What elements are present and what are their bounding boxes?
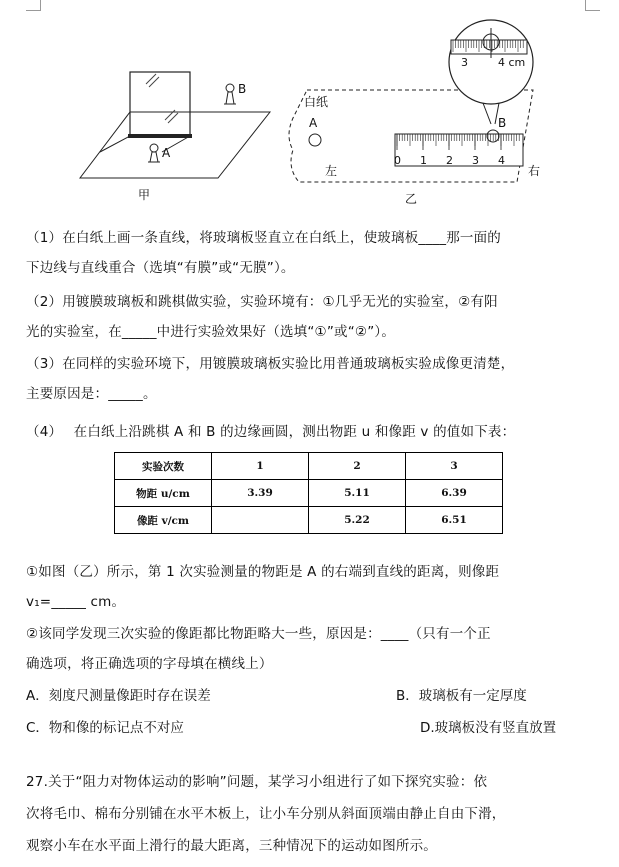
table-header-cell: 实验次数 xyxy=(115,453,212,480)
question-2-line-2: 光的实验室，在_____中进行实验效果好（选填“①”或“②”）。 xyxy=(26,324,396,340)
experiment-table xyxy=(114,452,503,534)
figure-yi-label-a: A xyxy=(309,116,318,130)
ruler-tick-label: 4 xyxy=(498,154,505,167)
question-27-line-3: 观察小车在水平面上滑行的最大距离，三种情况下的运动如图所示。 xyxy=(26,838,437,854)
table-header-cell: 2 xyxy=(309,453,406,480)
table-cell: 3.39 xyxy=(212,480,309,507)
figure-yi-label-left: 左 xyxy=(325,164,338,178)
sub-question-2-line-2: 确选项，将正确选项的字母填在横线上） xyxy=(26,656,273,672)
question-3-line-2: 主要原因是：_____。 xyxy=(26,386,157,402)
piece-a-circle xyxy=(309,134,321,146)
table-cell xyxy=(212,507,309,534)
question-3-line-1: （3）在同样的实验环境下，用镀膜玻璃板实验比用普通玻璃板实验成像更清楚， xyxy=(26,356,515,372)
figure-yi-label-paper: 白纸 xyxy=(304,95,329,109)
option-d: D.玻璃板没有竖直放置 xyxy=(420,720,557,736)
table-cell: 像距 v/cm xyxy=(115,507,212,534)
chess-piece-a xyxy=(148,144,160,162)
zoom-tick-4: 4 cm xyxy=(498,56,526,69)
table-cell: 5.11 xyxy=(309,480,406,507)
option-b: B．玻璃板有一定厚度 xyxy=(396,688,527,704)
table-cell: 6.39 xyxy=(406,480,503,507)
figure-jia xyxy=(70,60,280,205)
ruler-tick-label: 0 xyxy=(394,154,401,167)
figure-yi-label-b: B xyxy=(498,116,507,130)
figure-jia-caption: 甲 xyxy=(138,188,151,202)
table-header-row xyxy=(115,453,503,480)
ruler-tick-label: 3 xyxy=(472,154,479,167)
table-cell: 6.51 xyxy=(406,507,503,534)
table-cell: 5.22 xyxy=(309,507,406,534)
figure-jia-label-a: A xyxy=(162,146,171,160)
glass-plate xyxy=(130,72,190,136)
question-2-line-1: （2）用镀膜玻璃板和跳棋做实验，实验环境有：①几乎无光的实验室，②有阳 xyxy=(26,294,498,310)
question-4-intro: （4） 在白纸上沿跳棋 A 和 B 的边缘画圆，测出物距 u 和像距 v 的值如下表： xyxy=(26,424,516,440)
table-header-cell: 1 xyxy=(212,453,309,480)
zoom-tick-3: 3 xyxy=(461,56,468,69)
corner-mark-right xyxy=(585,0,600,11)
question-27-line-1: 27.关于“阻力对物体运动的影响”问题，某学习小组进行了如下探究实验：依 xyxy=(26,774,488,790)
corner-mark-left xyxy=(26,0,41,11)
table-header-cell: 3 xyxy=(406,453,503,480)
figure-yi-caption: 乙 xyxy=(405,192,418,206)
ruler-tick-label: 2 xyxy=(446,154,453,167)
question-1-line-2: 下边线与直线重合（选填“有膜”或“无膜”）。 xyxy=(26,260,295,276)
question-1-line-1: （1）在白纸上画一条直线，将玻璃板竖直立在白纸上，使玻璃板____那一面的 xyxy=(26,230,501,246)
question-27-line-2: 次将毛巾、棉布分别铺在水平木板上，让小车分别从斜面顶端由静止自由下滑， xyxy=(26,806,506,822)
figure-yi-label-right: 右 xyxy=(528,164,541,178)
figure-jia-label-b: B xyxy=(238,82,247,96)
ruler-tick-label: 1 xyxy=(420,154,427,167)
table-cell: 物距 u/cm xyxy=(115,480,212,507)
option-c: C．物和像的标记点不对应 xyxy=(26,720,184,736)
sub-question-1-line-1: ①如图（乙）所示，第 1 次实验测量的物距是 A 的右端到直线的距离，则像距 xyxy=(26,564,500,580)
table-row xyxy=(115,507,503,534)
option-a: A．刻度尺测量像距时存在误差 xyxy=(26,688,211,704)
sub-question-1-line-2: v₁=_____ cm。 xyxy=(26,594,126,610)
table-row xyxy=(115,480,503,507)
sub-question-2-line-1: ②该同学发现三次实验的像距都比物距略大一些，原因是：____（只有一个正 xyxy=(26,626,491,642)
chess-piece-b xyxy=(224,84,236,104)
